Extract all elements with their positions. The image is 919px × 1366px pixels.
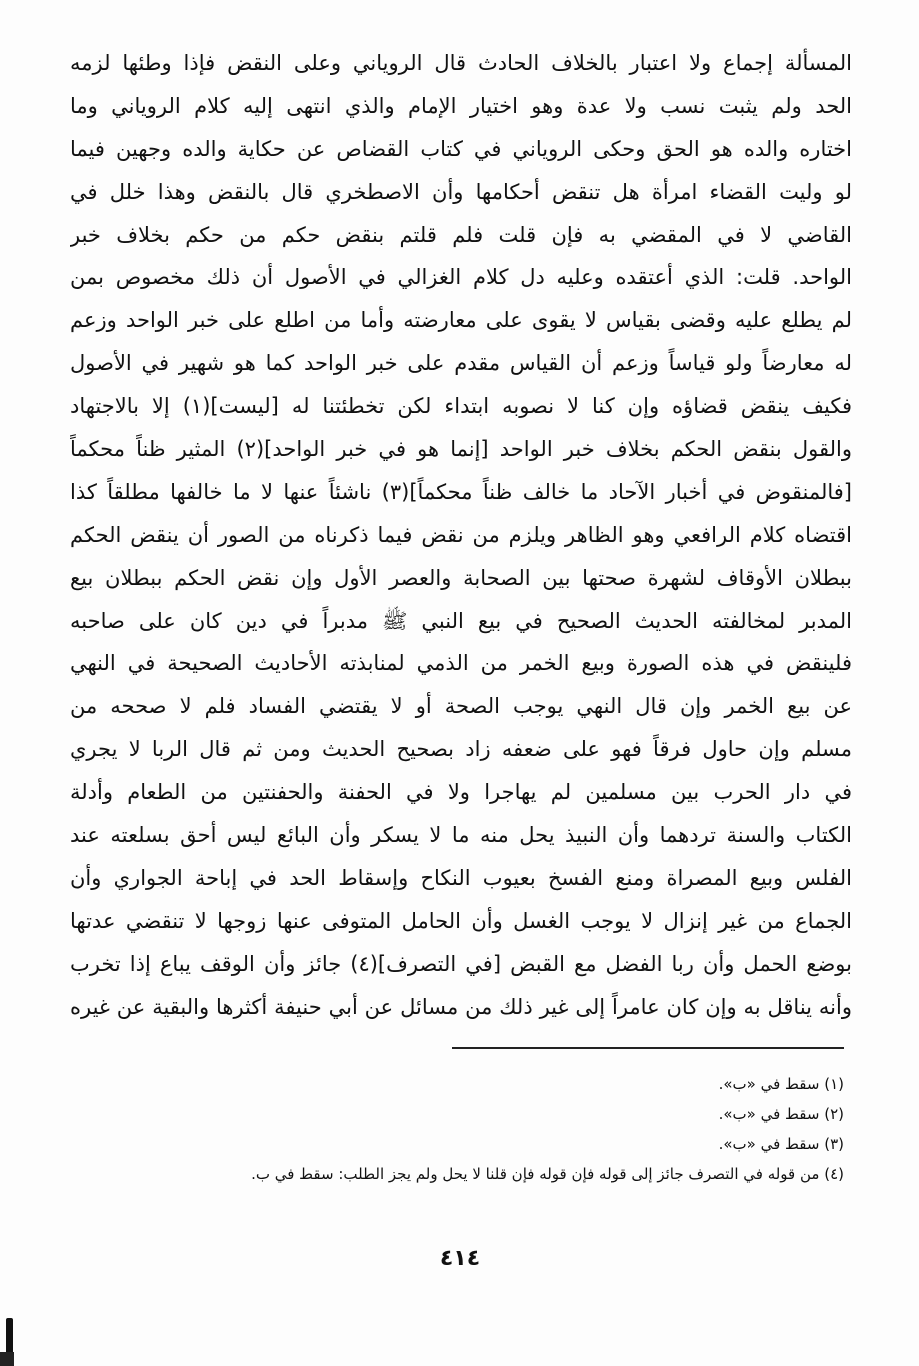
text-line: لو وليت القضاء امرأة هل تنقض أحكامها وأن الاصطخري قال بالنقض وهذا خلل في (70, 179, 852, 204)
scan-corner-mark (0, 1352, 14, 1366)
text-line: الواحد. قلت: الذي أعتقده وعليه دل كلام الغزالي في الأصول أن ذلك مخصوص بمن (70, 265, 852, 290)
main-text-block (70, 42, 852, 1028)
footnote: (٣) سقط في «ب». (718, 1135, 844, 1153)
text-line: الجماع من غير إنزال لا يوجب الغسل وأن الحامل المتوفى عنها زوجها لا تنقضي عدتها (70, 908, 852, 933)
text-line: الحد ولم يثبت نسب ولا عدة وهو اختيار الإمام والذي انتهى إليه كلام الروياني وما (70, 93, 852, 118)
text-line: القاضي لا في المقضي به فإن قلت فلم قلتم بنقض حكم من حكم بخلاف خبر (70, 222, 852, 247)
footnote-separator (452, 1047, 844, 1049)
footnote: (٤) من قوله في التصرف جائز إلى قوله فإن قوله فإن قلنا لا يحل ولم يجز الطلب: سقط في ب. (251, 1165, 844, 1183)
page-number: ٤١٤ (439, 1246, 481, 1271)
text-line: مسلم وإن حاول فرقاً فهو على ضعفه زاد بصحيح الحديث ومن ثم قال الربا لا يجري (70, 737, 852, 762)
text-line: الفلس وبيع المصراة ومنع الفسخ بعيوب النكاح وإسقاط الحد في إباحة الجواري وأن (70, 865, 852, 890)
text-line: الكتاب والسنة تردهما وأن النبيذ يحل منه ما لا يسكر وأن البائع ليس أحق بسلعته عند (70, 823, 852, 848)
text-line: ببطلان الأوقاف لشهرة صحتها بين الصحابة والعصر الأول وإن نقض الحكم ببطلان بيع (70, 565, 852, 590)
text-line: المدبر لمخالفته الحديث الصحيح في بيع النبي ﷺ مدبراً في دين كان على صاحبه (70, 608, 852, 633)
text-line: فلينقض في هذه الصورة وبيع الخمر من الذمي لمنابذته الأحاديث الصحيحة في النهي (70, 651, 852, 676)
footnote: (١) سقط في «ب». (718, 1075, 844, 1093)
text-line: والقول بنقض الحكم بخلاف خبر الواحد [إنما هو في خبر الواحد](٢) المثير ظناً محكماً (70, 437, 852, 462)
footnotes (90, 1069, 844, 1189)
text-line: له معارضاً ولو قياساً وزعم أن القياس مقدم على خبر الواحد كما هو شهير في الأصول (70, 351, 852, 376)
text-line: فكيف ينقض قضاؤه وإن كنا لا نصوبه ابتداء لكن تخطئتنا له [ليست](١) إلا بالاجتهاد (70, 394, 852, 419)
text-line: [فالمنقوض في أخبار الآحاد ما خالف ظناً محكماً](٣) ناشئاً عنها لا ما خالفها مطلقاً كذا (70, 479, 852, 504)
text-line: بوضع الحمل وأن ربا الفضل مع القبض [في التصرف](٤) جائز وأن الوقف يباع إذا تخرب (70, 951, 852, 976)
text-line: في دار الحرب بين مسلمين لم يهاجرا ولا في الحفنة والحفنتين من الطعام وأدلة (70, 780, 852, 805)
footnote: (٢) سقط في «ب». (718, 1105, 844, 1123)
text-line: اقتضاه كلام الرافعي وهو الظاهر ويلزم من نقض فيما ذكرناه من الصور أن ينقض الحكم (70, 522, 852, 547)
text-line: عن بيع الخمر وإن قال النهي يوجب الصحة أو لا يقتضي الفساد فلم لا صححه من (70, 694, 852, 719)
text-line: لم يطلع عليه وقضى بقياس لا يقوى على معارضته وأما من اطلع على خبر الواحد وزعم (70, 308, 852, 333)
text-line: المسألة إجماع ولا اعتبار بالخلاف الحادث قال الروياني وعلى النقض فإذا وطئها لزمه (70, 51, 852, 75)
text-line: وأنه يناقل به وإن كان عامراً إلى غير ذلك من مسائل عن أبي حنيفة أكثرها والبقية عن غيره (70, 994, 852, 1019)
text-line: اختاره والده هو الحق وحكى الروياني في كتاب القضاص عن حكاية والده وجهين فيما (70, 136, 852, 161)
